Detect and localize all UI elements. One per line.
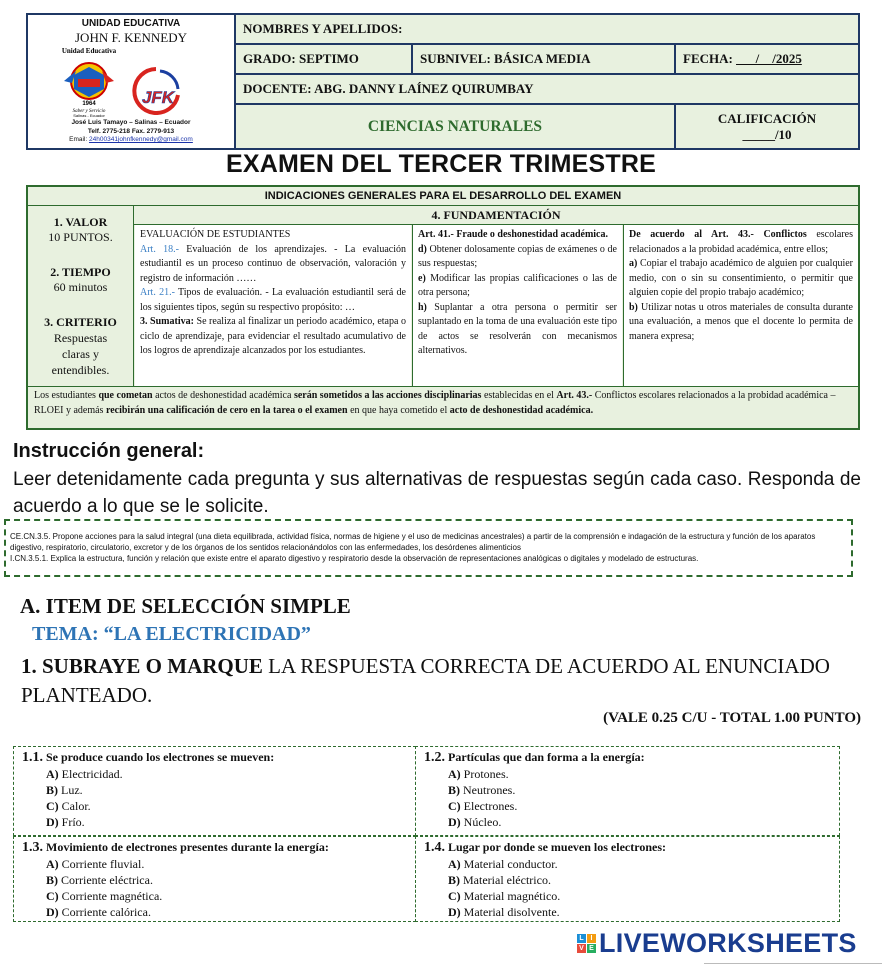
- summative-label: 3. Sumativa:: [140, 316, 194, 327]
- criterion-time: [28, 265, 133, 295]
- option-text: Luz.: [61, 783, 83, 797]
- fraud-d-label: d): [418, 243, 427, 255]
- criterion-title: 3. CRITERIO: [44, 315, 117, 329]
- subject-title: CIENCIAS NATURALES: [236, 105, 676, 148]
- evaluation-column: [135, 225, 411, 386]
- footer-bold: que cometan: [98, 390, 153, 401]
- option-text: Electrones.: [463, 799, 518, 813]
- option-letter: D): [448, 905, 461, 919]
- art18-text: Evaluación de los aprendizajes. - La evaluación estudiantil es un proceso continuo de observación, valoración y registro de información ……: [140, 243, 406, 284]
- brand-letter: E: [587, 944, 596, 953]
- option-letter: B): [448, 783, 460, 797]
- question-text: Se produce cuando los electrones se mueven:: [46, 750, 275, 764]
- date-label: FECHA:: [683, 51, 733, 66]
- criterion-criteria: [28, 314, 133, 378]
- fraud-e-label: e): [418, 272, 426, 284]
- instruction-bold: SUBRAYE O MARQUE: [42, 654, 263, 678]
- option-d[interactable]: [22, 904, 407, 920]
- option-d[interactable]: [424, 814, 831, 830]
- option-a[interactable]: [22, 856, 407, 872]
- criterion-value: [28, 215, 133, 245]
- sublevel-field: SUBNIVEL: BÁSICA MEDIA: [413, 45, 676, 75]
- conflicts-column: [623, 225, 858, 386]
- option-letter: B): [448, 873, 460, 887]
- points-value: (VALE 0.25 C/U - TOTAL 1.00 PUNTO): [603, 710, 861, 726]
- footer-text: Los estudiantes: [34, 390, 99, 401]
- email-label: Email:: [69, 136, 88, 143]
- school-email-row: [28, 136, 234, 145]
- indications-footer: [28, 386, 858, 428]
- school-address: José Luis Tamayo – Salinas – Ecuador: [71, 119, 191, 126]
- indications-title: INDICACIONES GENERALES PARA EL DESARROLLO DEL EXAMEN: [28, 187, 858, 206]
- evaluation-heading: EVALUACIÓN DE ESTUDIANTES: [140, 229, 291, 240]
- teacher-field: DOCENTE: ABG. DANNY LAÍNEZ QUIRUMBAY: [236, 75, 860, 105]
- option-text: Material disolvente.: [463, 905, 560, 919]
- divider: [704, 963, 882, 964]
- header-table: [26, 13, 860, 150]
- school-email-link[interactable]: 24h00341johnfkennedy@gmail.com: [89, 136, 193, 143]
- topic-title: TEMA: “LA ELECTRICIDAD”: [32, 623, 311, 645]
- footer-text: actos de deshonestidad académica: [152, 390, 294, 401]
- option-c[interactable]: [22, 798, 407, 814]
- question-instruction: [21, 652, 867, 710]
- option-text: Núcleo.: [463, 815, 502, 829]
- option-c[interactable]: [424, 798, 831, 814]
- question-number: 1.1.: [22, 750, 43, 765]
- date-value: ___/__/2025: [736, 51, 802, 66]
- option-text: Corriente magnética.: [61, 889, 163, 903]
- option-letter: A): [46, 857, 59, 871]
- question-number: 1.4.: [424, 840, 445, 855]
- option-c[interactable]: [424, 888, 831, 904]
- liveworksheets-logo-text: LIVEWORKSHEETS: [599, 927, 857, 958]
- option-text: Corriente fluvial.: [61, 857, 145, 871]
- option-a[interactable]: [424, 766, 831, 782]
- liveworksheets-brand[interactable]: [577, 926, 857, 960]
- art18-paragraph: [140, 243, 406, 287]
- option-text: Corriente eléctrica.: [61, 873, 153, 887]
- option-text: Neutrones.: [463, 783, 516, 797]
- conflicts-b-text: Utilizar notas u otros materiales de consulta durante una evaluación, a menos que el docente lo permita de manera expresa;: [629, 301, 853, 342]
- criteria-column: [28, 206, 134, 386]
- school-contact: [28, 119, 234, 145]
- school-crest-logo: [56, 45, 122, 117]
- school-logo-cell: [28, 15, 236, 148]
- school-name: JOHN F. KENNEDY: [75, 30, 187, 45]
- option-text: Frío.: [61, 815, 85, 829]
- option-text: Protones.: [463, 767, 509, 781]
- option-text: Corriente calórica.: [61, 905, 151, 919]
- crest-top-text: Unidad Educativa: [61, 47, 117, 55]
- brand-letter: L: [577, 934, 586, 943]
- option-text: Calor.: [61, 799, 91, 813]
- footer-bold: recibirán una calificación de cero en la tarea o el examen: [105, 405, 348, 416]
- footer-text: Conflictos escolares relacionados a la probidad académica – RLOEI y además: [34, 390, 836, 416]
- option-letter: A): [448, 767, 461, 781]
- names-field: NOMBRES Y APELLIDOS:: [236, 15, 860, 45]
- question-1-3: [13, 836, 416, 922]
- option-b[interactable]: [424, 872, 831, 888]
- exam-title: EXAMEN DEL TERCER TRIMESTRE: [226, 150, 656, 178]
- grade-box-title: CALIFICACIÓN: [717, 110, 817, 126]
- option-d[interactable]: [22, 814, 407, 830]
- question-1-1: [13, 746, 416, 836]
- question-text: Lugar por donde se mueven los electrones:: [448, 840, 666, 854]
- criterion-text: 10 PUNTOS.: [48, 230, 113, 244]
- option-text: Electricidad.: [61, 767, 123, 781]
- option-letter: D): [46, 905, 59, 919]
- crest-year: 1964: [82, 101, 96, 107]
- instruction-rest: LA RESPUESTA CORRECTA DE ACUERDO AL ENUNCIADO PLANTEADO.: [21, 654, 830, 707]
- option-a[interactable]: [22, 766, 407, 782]
- criterion-text: 60 minutos: [53, 280, 108, 294]
- general-instruction-text: Leer detenidamente cada pregunta y sus alternativas de respuestas según cada caso. Responda de acuerdo a lo que se le solicite.: [13, 469, 861, 517]
- option-letter: C): [448, 799, 461, 813]
- option-b[interactable]: [424, 782, 831, 798]
- option-text: Material magnético.: [463, 889, 561, 903]
- art21-text: Tipos de evaluación. - La evaluación estudiantil será de los siguientes tipos, según su respectivo propósito: …: [140, 287, 406, 313]
- option-letter: D): [448, 815, 461, 829]
- skills-criteria-box: [4, 519, 853, 577]
- instruction-number: 1.: [21, 654, 37, 678]
- footer-bold: Art. 43.-: [556, 390, 593, 401]
- criterion-title: 1. VALOR: [53, 215, 108, 229]
- art18-label: Art. 18.-: [140, 243, 179, 255]
- option-letter: B): [46, 873, 58, 887]
- summative-paragraph: [140, 315, 406, 359]
- criterion-ce: CE.CN.3.5. Propone acciones para la salud integral (una dieta equilibrada, actividad física, normas de higiene y el uso de medicinas ancestrales) a partir de la comprensión e indagación de la estructura y función de los aparatos digestivo, respiratorio, circulatorio, excretor y de los órganos de los sentidos relacionándolos con las enfermedades, los desórdenes alimenticios: [10, 532, 816, 552]
- question-1-4: [415, 836, 840, 922]
- option-letter: C): [46, 799, 59, 813]
- option-a[interactable]: [424, 856, 831, 872]
- fraud-e-text: Modificar las propias calificaciones o las de otra persona;: [418, 272, 617, 298]
- option-text: Material conductor.: [463, 857, 558, 871]
- option-text: Material eléctrico.: [463, 873, 551, 887]
- crest-motto: Saber y Servicio: [72, 109, 106, 114]
- jfk-logo: [126, 65, 186, 115]
- crest-place: Salinas - Ecuador: [73, 113, 105, 117]
- option-letter: C): [46, 889, 59, 903]
- brand-letter: V: [577, 944, 586, 953]
- brand-letter: I: [587, 934, 596, 943]
- summative-text: Se realiza al finalizar un periodo académico, etapa o ciclo de aprendizaje, para evidenciar el resultado acumulativo de los logros de aprendizaje alcanzados por los estudiantes.: [140, 316, 406, 356]
- question-text: Partículas que dan forma a la energía:: [448, 750, 645, 764]
- fraud-d-text: Obtener dolosamente copias de exámenes o de sus respuestas;: [418, 243, 617, 269]
- date-field: [676, 45, 860, 75]
- fraud-heading: Art. 41.- Fraude o deshonestidad académica.: [418, 229, 608, 240]
- general-instruction-title: Instrucción general:: [13, 440, 205, 462]
- conflicts-heading-rest: escolares relacionados a la probidad académica, entre ellos;: [629, 229, 853, 255]
- option-b[interactable]: [22, 782, 407, 798]
- option-letter: D): [46, 815, 59, 829]
- option-d[interactable]: [424, 904, 831, 920]
- school-phones: Telf. 2775-218 Fax. 2779-913: [87, 127, 175, 135]
- footer-text: establecidas en el: [481, 390, 557, 401]
- liveworksheets-icon: [577, 934, 596, 953]
- footer-bold: serán sometidos a las acciones disciplinarias: [293, 390, 482, 401]
- question-text: Movimiento de electrones presentes durante la energía:: [46, 840, 329, 854]
- option-letter: A): [448, 857, 461, 871]
- option-letter: C): [448, 889, 461, 903]
- grade-field: GRADO: SEPTIMO: [236, 45, 413, 75]
- criterion-text: Respuestas claras y entendibles.: [51, 331, 110, 377]
- question-number: 1.3.: [22, 840, 43, 855]
- section-title: A. ITEM DE SELECCIÓN SIMPLE: [20, 594, 351, 618]
- fundamentation-title: 4. FUNDAMENTACIÓN: [134, 206, 858, 225]
- conflicts-a-text: Copiar el trabajo académico de alguien por cualquier medio, con o sin su consentimiento, o permitir que alguien copie del propio trabajo académico;: [629, 258, 853, 298]
- footer-text: en que haya cometido el: [347, 405, 450, 416]
- fraud-column: [412, 225, 622, 386]
- grade-box: [676, 105, 860, 148]
- indicator-icn: I.CN.3.5.1. Explica la estructura, función y relación que existe entre el aparato digestivo y respiratorio desde la observación de representaciones analógicas o digitales y modelado de estructuras.: [10, 554, 699, 563]
- option-letter: B): [46, 783, 58, 797]
- question-number: 1.2.: [424, 750, 445, 765]
- fraud-h-text: Suplantar a otra persona o permitir ser suplantado en la toma de una evaluación este tipo de actos se resolverán con mecanismos alternativos.: [418, 301, 617, 356]
- jfk-logo-text: JFK: [141, 88, 175, 107]
- option-c[interactable]: [22, 888, 407, 904]
- conflicts-a-label: a): [629, 258, 638, 269]
- option-b[interactable]: [22, 872, 407, 888]
- option-letter: A): [46, 767, 59, 781]
- footer-bold: acto de deshonestidad académica.: [449, 405, 594, 416]
- conflicts-heading: De acuerdo al Art. 43.- Conflictos: [629, 229, 807, 240]
- conflicts-b-label: b): [629, 301, 638, 313]
- question-1-2: [415, 746, 840, 836]
- grade-box-value: _____/10: [742, 126, 792, 142]
- criterion-title: 2. TIEMPO: [50, 265, 111, 279]
- fraud-h-label: h): [418, 301, 427, 313]
- school-type: UNIDAD EDUCATIVA: [81, 18, 181, 29]
- indications-block: [26, 185, 860, 430]
- art21-paragraph: [140, 286, 406, 315]
- art21-label: Art. 21.-: [140, 287, 175, 298]
